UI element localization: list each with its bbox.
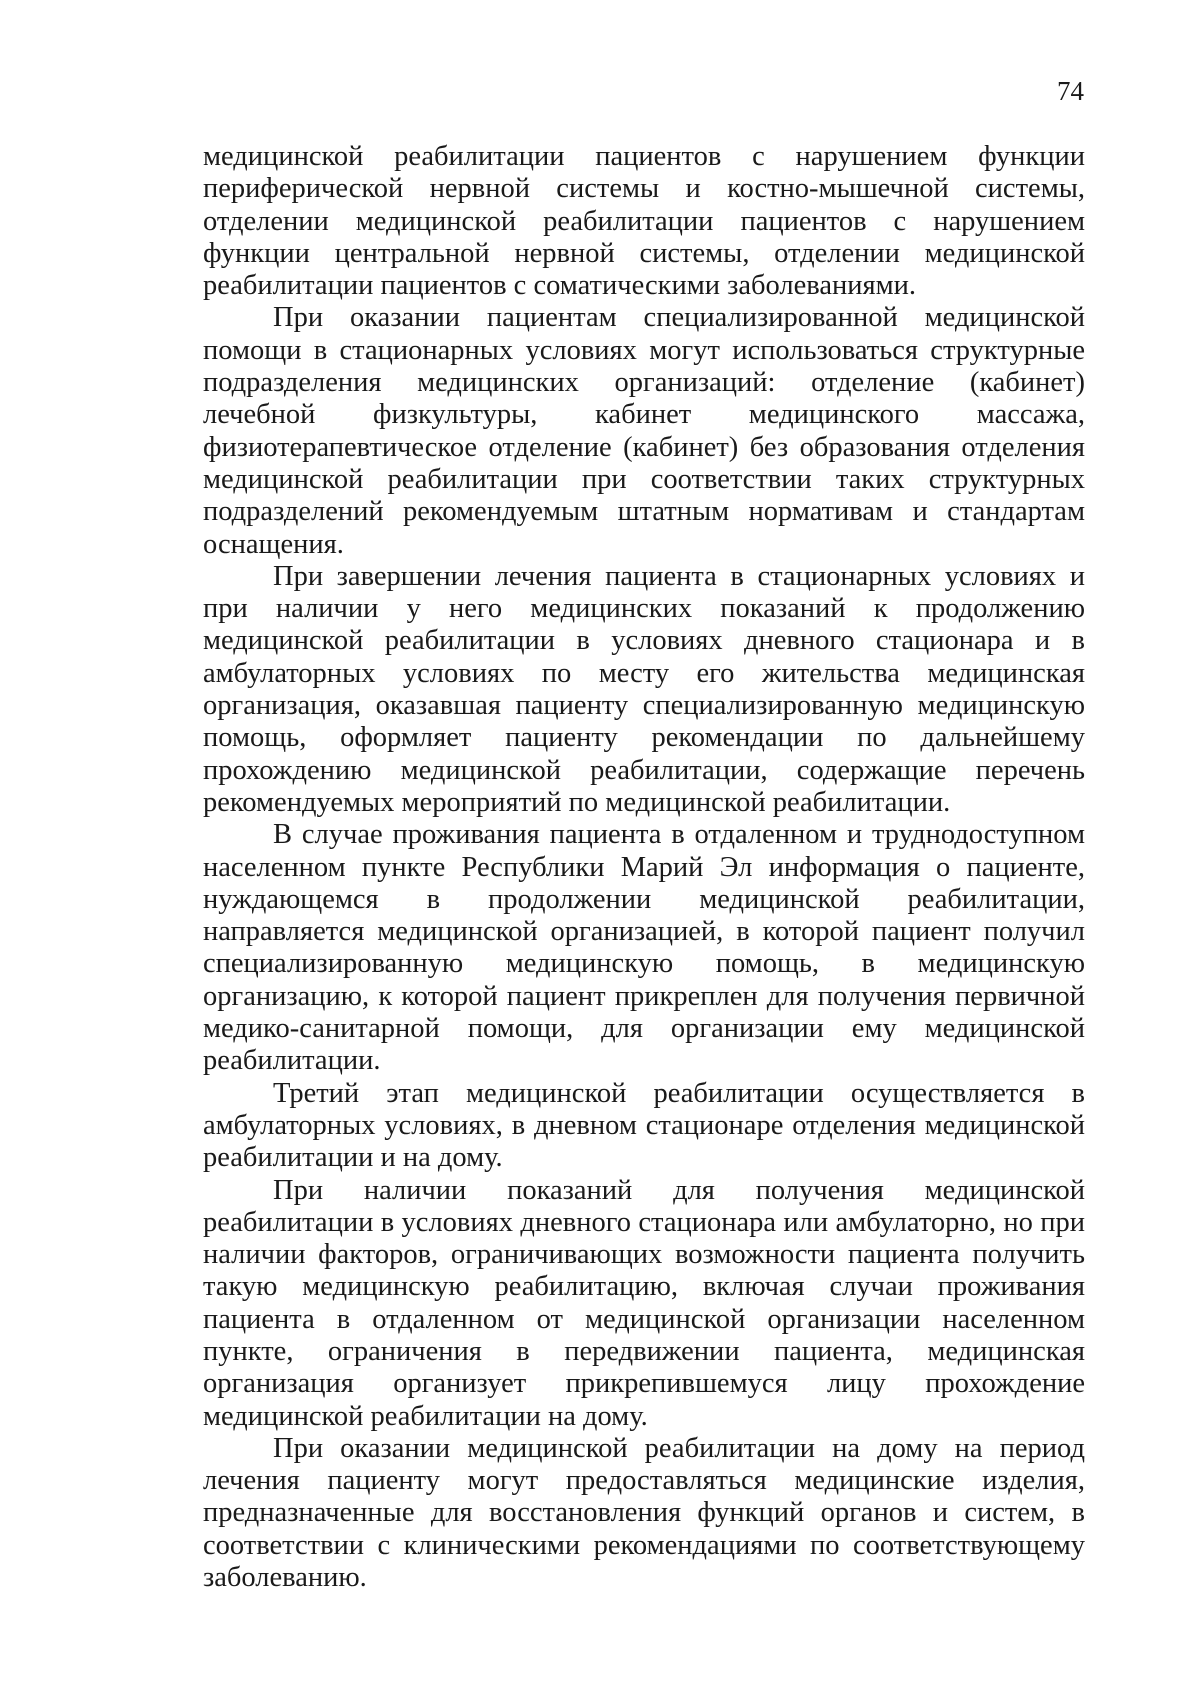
paragraph: Третий этап медицинской реабилитации осуществляется в амбулаторных условиях, в дневном стационаре отделения медицинской реабилитации и на дому. (203, 1077, 1085, 1174)
paragraph: В случае проживания пациента в отдаленном и труднодоступном населенном пункте Республики Марий Эл информация о пациенте, нуждающемся в продолжении медицинской реабилитации, направляется медицинской организацией, в которой пациент получил специализированную медицинскую помощь, в медицинскую организацию, к которой пациент прикреплен для получения первичной медико-санитарной помощи, для организации ему медицинской реабилитации. (203, 819, 1085, 1077)
document-body (203, 141, 1085, 1594)
paragraph: При наличии показаний для получения медицинской реабилитации в условиях дневного стационара или амбулаторно, но при наличии факторов, ограничивающих возможности пациента получить такую медицинскую реабилитацию, включая случаи проживания пациента в отдаленном от медицинской организации населенном пункте, ограничения в передвижении пациента, медицинская организация организует прикрепившемуся лицу прохождение медицинской реабилитации на дому. (203, 1174, 1085, 1432)
paragraph: При завершении лечения пациента в стационарных условиях и при наличии у него медицинских показаний к продолжению медицинской реабилитации в условиях дневного стационара и в амбулаторных условиях по месту его жительства медицинская организация, оказавшая пациенту специализированную медицинскую помощь, оформляет пациенту рекомендации по дальнейшему прохождению медицинской реабилитации, содержащие перечень рекомендуемых мероприятий по медицинской реабилитации. (203, 560, 1085, 818)
page-number: 74 (1057, 76, 1084, 106)
paragraph: При оказании медицинской реабилитации на дому на период лечения пациенту могут предоставляться медицинские изделия, предназначенные для восстановления функций органов и систем, в соответствии с клиническими рекомендациями по соответствующему заболеванию. (203, 1432, 1085, 1594)
paragraph: При оказании пациентам специализированной медицинской помощи в стационарных условиях могут использоваться структурные подразделения медицинских организаций: отделение (кабинет) лечебной физкультуры, кабинет медицинского массажа, физиотерапевтическое отделение (кабинет) без образования отделения медицинской реабилитации при соответствии таких структурных подразделений рекомендуемым штатным нормативам и стандартам оснащения. (203, 302, 1085, 560)
paragraph-continuation: медицинской реабилитации пациентов с нарушением функции периферической нервной системы и костно-мышечной системы, отделении медицинской реабилитации пациентов с нарушением функции центральной нервной системы, отделении медицинской реабилитации пациентов с соматическими заболеваниями. (203, 141, 1085, 302)
